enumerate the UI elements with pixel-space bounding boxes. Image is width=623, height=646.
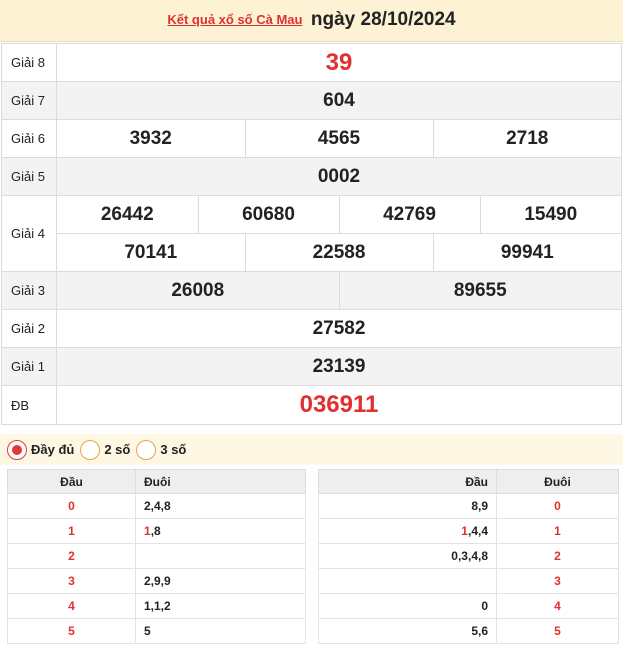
- prize-label: Giải 3: [2, 272, 57, 310]
- results-table: [1, 43, 622, 425]
- tail-digit: 4: [497, 594, 619, 619]
- prize-number: 99941: [500, 241, 554, 263]
- prize-label: Giải 6: [2, 120, 57, 158]
- table-row: [8, 494, 306, 519]
- prize-number: 604: [57, 82, 622, 120]
- prize-number: 26008: [57, 272, 339, 309]
- tail-digits: [136, 544, 306, 569]
- draw-date: ngày 28/10/2024: [310, 9, 456, 30]
- prize-numbers: [57, 234, 621, 271]
- head-digits: 5,6: [319, 619, 497, 644]
- tail-digit: 0: [497, 494, 619, 519]
- prize-number: 42769: [339, 196, 480, 233]
- prize-cell-group: [57, 272, 622, 310]
- tail-digits: 2,4,8: [136, 494, 306, 519]
- tail-digit: 3: [497, 569, 619, 594]
- prize-number: 26442: [57, 196, 198, 233]
- prize-number: 23139: [57, 348, 622, 386]
- prize-row-g4-a: [2, 196, 622, 234]
- option-label: 2 số: [104, 442, 131, 457]
- tail-digits: 2,9,9: [136, 569, 306, 594]
- head-digit: 3: [8, 569, 136, 594]
- prize-label: Giải 2: [2, 310, 57, 348]
- column-header-dau: Đầu: [319, 470, 497, 494]
- prize-label: Giải 4: [2, 196, 57, 272]
- table-row: [319, 494, 619, 519]
- head-digits: 0,3,4,8: [319, 544, 497, 569]
- prize-number: 15490: [524, 203, 578, 225]
- tail-digit: 2: [497, 544, 619, 569]
- prize-number: 22588: [245, 234, 433, 271]
- tail-digits: 5: [136, 619, 306, 644]
- prize-number: 89655: [339, 272, 621, 309]
- prize-row-g1: [2, 348, 622, 386]
- table-row: [319, 619, 619, 644]
- prize-row-g3: [2, 272, 622, 310]
- prize-label: Giải 7: [2, 82, 57, 120]
- digit-display-options: [0, 434, 623, 465]
- tail-digits: 1,1,2: [136, 594, 306, 619]
- prize-numbers: [57, 120, 621, 157]
- table-row: [319, 569, 619, 594]
- results-header: [0, 0, 623, 42]
- prize-number: 27582: [57, 310, 622, 348]
- column-header-duoi: Đuôi: [497, 470, 619, 494]
- tail-digit: 1: [497, 519, 619, 544]
- table-row: [8, 594, 306, 619]
- prize-cell-group: [57, 196, 622, 234]
- prize-cell-group: [57, 120, 622, 158]
- prize-label: Giải 8: [2, 44, 57, 82]
- head-digit-table: [7, 469, 306, 644]
- head-digit: 1: [8, 519, 136, 544]
- option-full[interactable]: [7, 440, 74, 460]
- table-row: [319, 594, 619, 619]
- prize-row-g5: [2, 158, 622, 196]
- option-label: Đầy đủ: [31, 442, 75, 457]
- head-digit: 5: [8, 619, 136, 644]
- prize-number: 4565: [245, 120, 433, 157]
- highlight-digit: 1: [461, 524, 468, 538]
- tail-digits: [136, 519, 306, 544]
- radio-button-selected[interactable]: [7, 440, 27, 460]
- prize-number: 70141: [57, 234, 245, 271]
- head-digits: [319, 569, 497, 594]
- head-digit: 2: [8, 544, 136, 569]
- special-prize-number: 036911: [57, 386, 622, 425]
- prize-numbers: [57, 272, 621, 309]
- prize-numbers: [57, 196, 621, 233]
- table-row: [8, 619, 306, 644]
- head-digits-rest: ,4,4: [467, 524, 488, 538]
- prize-cell-group: [57, 234, 622, 272]
- column-header-dau: Đầu: [8, 470, 136, 494]
- head-digits: [319, 519, 497, 544]
- head-digit: 0: [8, 494, 136, 519]
- tail-digit: 5: [497, 619, 619, 644]
- prize-row-g4-b: [2, 234, 622, 272]
- head-digits: 0: [319, 594, 497, 619]
- table-row: [8, 569, 306, 594]
- province-results-link[interactable]: Kết quả xổ số Cà Mau: [167, 12, 303, 27]
- option-three-digits[interactable]: [136, 440, 186, 460]
- prize-label: Giải 5: [2, 158, 57, 196]
- prize-label: ĐB: [2, 386, 57, 425]
- radio-button[interactable]: [136, 440, 156, 460]
- prize-number: 60680: [198, 196, 339, 233]
- table-row: [319, 519, 619, 544]
- highlight-digit: 1: [144, 524, 151, 538]
- table-row: [8, 544, 306, 569]
- tail-digit-table: [318, 469, 619, 644]
- radio-button[interactable]: [80, 440, 100, 460]
- column-header-duoi: Đuôi: [136, 470, 306, 494]
- option-label: 3 số: [160, 442, 187, 457]
- prize-row-g7: [2, 82, 622, 120]
- prize-number: 3932: [57, 120, 245, 157]
- option-two-digits[interactable]: [80, 440, 130, 460]
- head-digit: 4: [8, 594, 136, 619]
- table-row: [319, 544, 619, 569]
- prize-row-db: [2, 386, 622, 425]
- prize-row-g2: [2, 310, 622, 348]
- prize-row-g8: [2, 44, 622, 82]
- table-row: [8, 519, 306, 544]
- prize-number: 39: [57, 44, 622, 82]
- prize-row-g6: [2, 120, 622, 158]
- prize-label: Giải 1: [2, 348, 57, 386]
- tail-digits-rest: ,8: [150, 524, 161, 538]
- prize-number: 0002: [57, 158, 622, 196]
- head-digits: 8,9: [319, 494, 497, 519]
- prize-number: 2718: [506, 127, 549, 149]
